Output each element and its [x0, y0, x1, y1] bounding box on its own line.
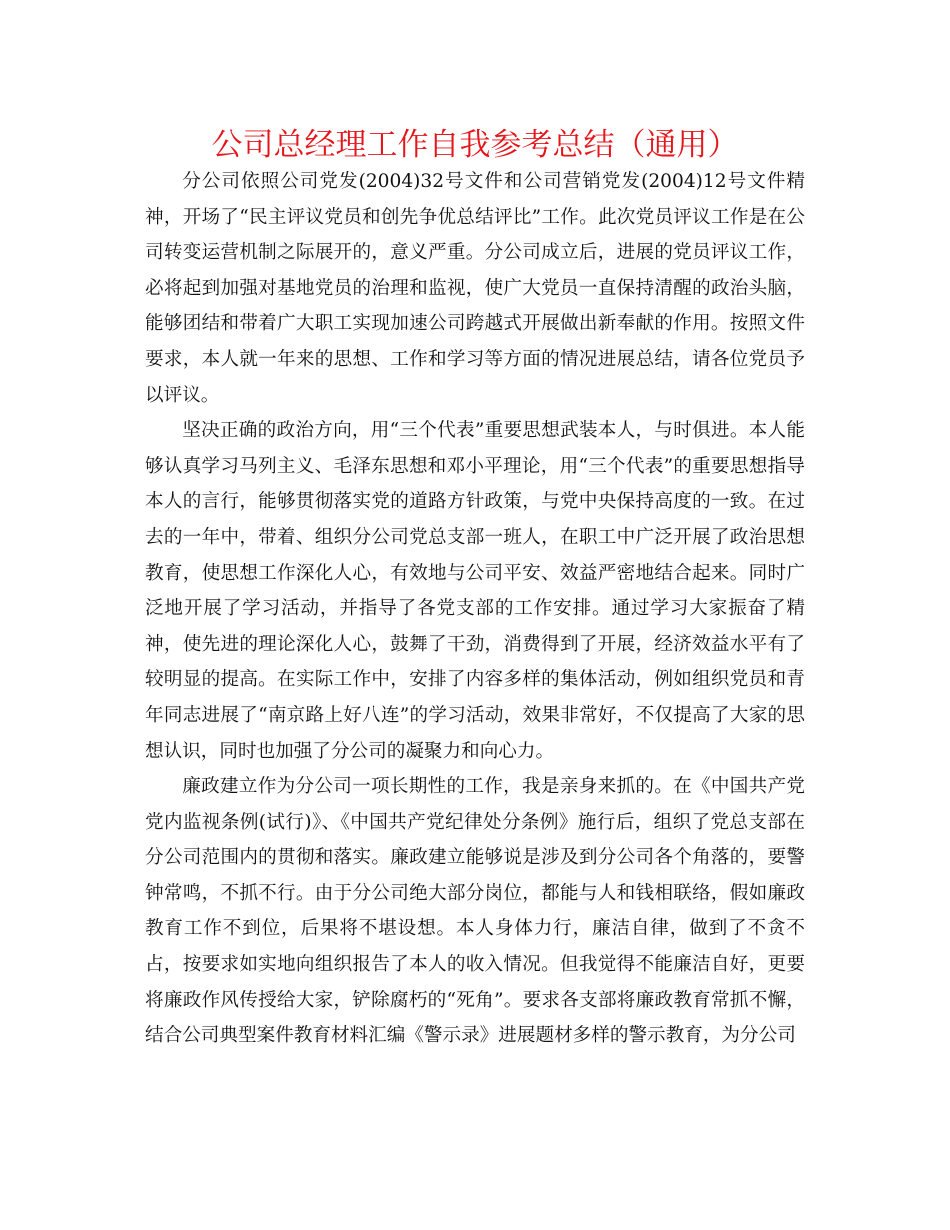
- document-body: [145, 164, 805, 1054]
- document-title: 公司总经理工作自我参考总结（通用）: [211, 127, 739, 163]
- paragraph-3: 廉政建立作为分公司一项长期性的工作，我是亲身来抓的。在《中国共产党党内监视条例(试行)》、《中国共产党纪律处分条例》施行后，组织了党总支部在分公司范围内的贯彻和落实。廉政建立能够说是涉及到分公司各个角落的，要警钟常鸣，不抓不行。由于分公司绝大部分岗位，都能与人和钱相联络，假如廉政教育工作不到位，后果将不堪设想。本人身体力行，廉洁自律，做到了不贪不占，按要求如实地向组织报告了本人的收入情况。但我觉得不能廉洁自好，更要将廉政作风传授给大家，铲除腐朽的“死角”。要求各支部将廉政教育常抓不懈，结合公司典型案件教育材料汇编《警示录》进展题材多样的警示教育，为分公司: [145, 776, 805, 1047]
- paragraph-2: 坚决正确的政治方向，用“三个代表”重要思想武装本人，与时俱进。本人能够认真学习马列主义、毛泽东思想和邓小平理论，用“三个代表”的重要思想指导本人的言行，能够贯彻落实党的道路方针政策，与党中央保持高度的一致。在过去的一年中，带着、组织分公司党总支部一班人，在职工中广泛开展了政治思想教育，使思想工作深化人心，有效地与公司平安、效益严密地结合起来。同时广泛地开展了学习活动，并指导了各党支部的工作安排。通过学习大家振奋了精神，使先进的理论深化人心，鼓舞了干劲，消费得到了开展，经济效益水平有了较明显的提高。在实际工作中，安排了内容多样的集体活动，例如组织党员和青年同志进展了“南京路上好八连”的学习活动，效果非常好，不仅提高了大家的思想认识，同时也加强了分公司的凝聚力和向心力。: [145, 420, 805, 762]
- paragraph-1: 分公司依照公司党发(2004)32号文件和公司营销党发(2004)12号文件精神，开场了“民主评议党员和创先争优总结评比”工作。此次党员评议工作是在公司转变运营机制之际展开的，意义严重。分公司成立后，进展的党员评议工作，必将起到加强对基地党员的治理和监视，使广大党员一直保持清醒的政治头脑，能够团结和带着广大职工实现加速公司跨越式开展做出新奉献的作用。按照文件要求，本人就一年来的思想、工作和学习等方面的情况进展总结，请各位党员予以评议。: [145, 171, 805, 406]
